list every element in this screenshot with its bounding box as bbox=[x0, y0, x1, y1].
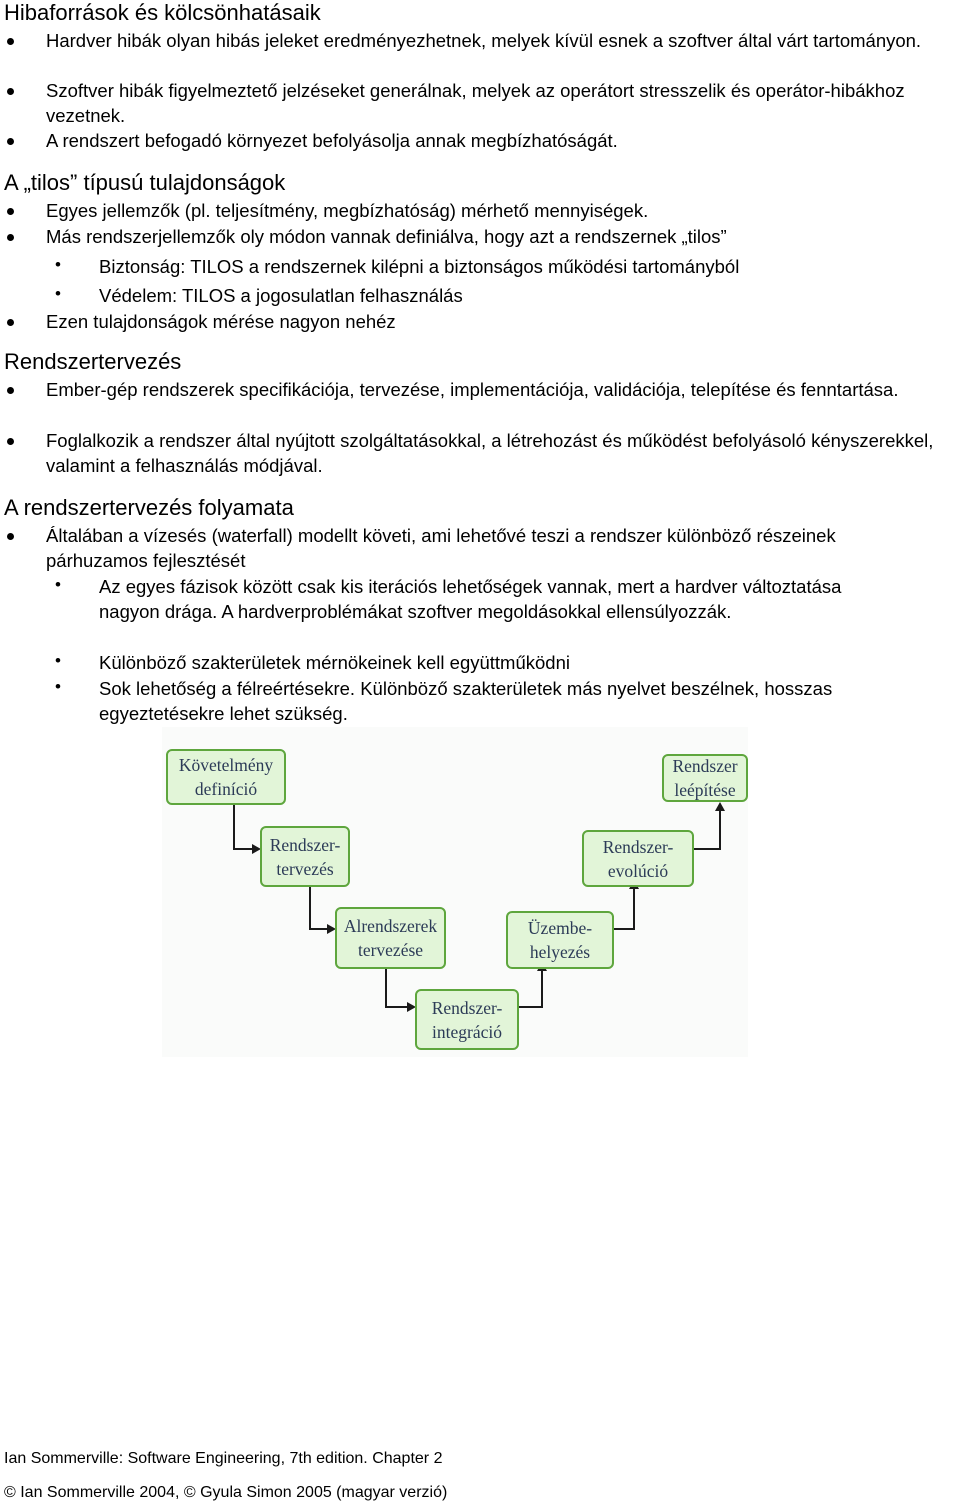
list-item: Szoftver hibák figyelmeztető jelzéseket generálnak, melyek az operátort stresszelik és operátor-hibákhoz vezetnek. bbox=[46, 80, 905, 126]
list-item: Foglalkozik a rendszer által nyújtott szolgáltatásokkal, a létrehozást és működést befolyásoló kényszerekkel, valamint a felhasználás módjával. bbox=[46, 428, 958, 478]
box-label: Rendszer- bbox=[269, 834, 341, 855]
section-title-forbidden-properties: A „tilos” típusú tulajdonságok bbox=[4, 170, 286, 195]
section-title-system-design: Rendszertervezés bbox=[4, 349, 182, 374]
connector-integ-to-install bbox=[519, 969, 542, 1007]
box-label: definíció bbox=[194, 779, 258, 799]
box-label: Rendszer- bbox=[431, 997, 503, 1018]
box-label: tervezés bbox=[276, 858, 334, 879]
box-installation bbox=[506, 911, 614, 969]
sub-list-item: • Különböző szakterületek mérnökeinek kell együttműködni bbox=[99, 650, 899, 675]
box-requirements-definition bbox=[166, 749, 286, 805]
sub-list-item: • Biztonság: TILOS a rendszernek kilépni a biztonságos működési tartományból bbox=[99, 254, 949, 279]
box-system-decommissioning bbox=[662, 754, 748, 802]
list-item: Ember-gép rendszerek specifikációja, tervezése, implementációja, validációja, telepítése és fenntartása. bbox=[46, 377, 951, 402]
box-label: Rendszer- bbox=[602, 836, 674, 857]
box-system-integration bbox=[415, 989, 519, 1050]
sub-list-item: • Védelem: TILOS a jogosulatlan felhasználás bbox=[99, 283, 949, 308]
list-item: Ezen tulajdonságok mérése nagyon nehéz bbox=[46, 309, 946, 334]
waterfall-diagram bbox=[162, 727, 748, 1057]
box-label: Alrendszerek bbox=[343, 916, 438, 936]
section-title-error-sources: Hibaforrások és kölcsönhatásaik bbox=[4, 0, 321, 25]
box-system-evolution bbox=[582, 830, 694, 887]
connector-sysdesign-to-subsys bbox=[310, 887, 329, 929]
sub-list-item: • Az egyes fázisok között csak kis iterációs lehetőségek vannak, mert a hardver változtatása nagyon drága. A hardverproblémákat szoftver megoldásokkal ellensúlyozzák. bbox=[99, 574, 879, 624]
box-label: Követelmény bbox=[178, 755, 274, 775]
list-item: Általában a vízesés (waterfall) modellt követi, ami lehetővé teszi a rendszer különböző részeinek párhuzamos fejlesztését bbox=[46, 523, 906, 573]
connector-subsys-to-integ bbox=[386, 969, 409, 1007]
connector-req-to-sysdesign bbox=[234, 805, 254, 849]
list-item: Más rendszerjellemzők oly módon vannak definiálva, hogy azt a rendszernek „tilos” bbox=[46, 224, 946, 249]
box-label: leépítése bbox=[674, 780, 736, 800]
box-system-design bbox=[260, 826, 350, 887]
list-item: Hardver hibák olyan hibás jeleket eredményezhetnek, melyek kívül esnek a szoftver által várt tartományon. bbox=[46, 28, 956, 53]
sub-list-item: • Sok lehetőség a félreértésekre. Különböző szakterületek más nyelvet beszélnek, hosszas egyeztetésekre lehet szükség. bbox=[99, 676, 899, 726]
arrowhead bbox=[715, 802, 725, 811]
copyright-notice: © Ian Sommerville 2004, © Gyula Simon 2005 (magyar verzió) bbox=[4, 1484, 448, 1501]
box-label: evolúció bbox=[607, 860, 669, 881]
box-label: tervezése bbox=[357, 940, 424, 960]
section-title-design-process: A rendszertervezés folyamata bbox=[4, 495, 294, 520]
list-item: A rendszert befogadó környezet befolyásolja annak megbízhatóságát. bbox=[46, 128, 946, 153]
connector-evol-to-decom bbox=[694, 809, 720, 849]
source-citation: Ian Sommerville: Software Engineering, 7th edition. Chapter 2 bbox=[4, 1450, 443, 1467]
box-label: Üzembe- bbox=[527, 918, 593, 938]
box-label: Rendszer bbox=[672, 756, 738, 776]
box-label: helyezés bbox=[529, 942, 591, 962]
box-label: integráció bbox=[432, 1021, 502, 1042]
box-subsystem-design bbox=[335, 907, 446, 969]
connector-install-to-evol bbox=[614, 887, 634, 929]
list-item: Egyes jellemzők (pl. teljesítmény, megbízhatóság) mérhető mennyiségek. bbox=[46, 198, 946, 223]
